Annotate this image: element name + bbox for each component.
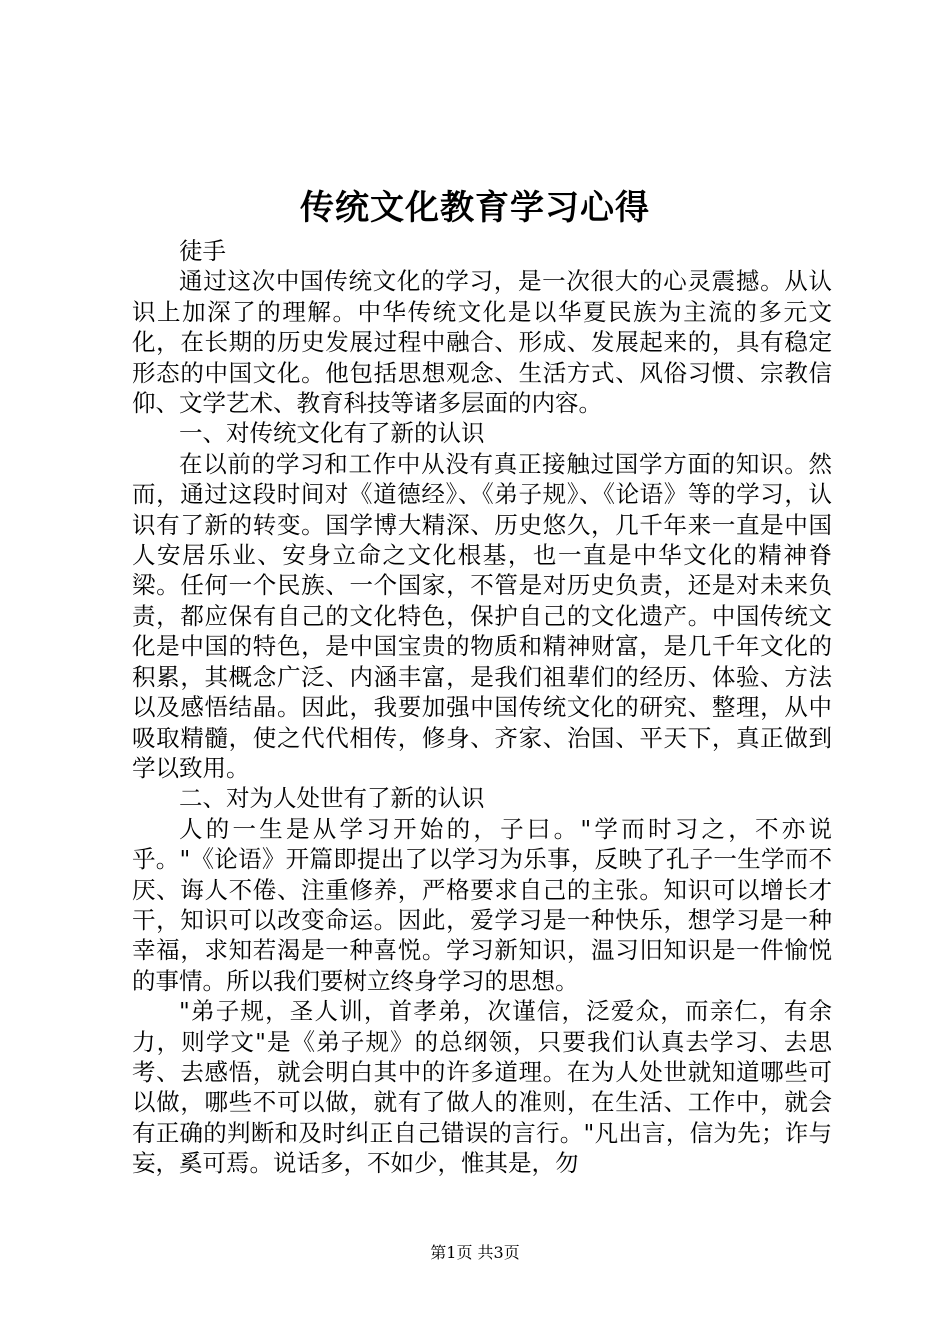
paragraph-intro: 通过这次中国传统文化的学习，是一次很大的心灵震撼。从认识上加深了的理解。中华传统文化是以华夏民族为主流的多元文化，在长期的历史发展过程中融合、形成、发展起来的，具有稳定形态的中国文化。他包括思想观念、生活方式、风俗习惯、宗教信仰、文学艺术、教育科技等诸多层面的内容。 (132, 267, 832, 418)
paragraph-section-2a: 人的一生是从学习开始的，子曰。"学而时习之，不亦说乎。"《论语》开篇即提出了以学习为乐事，反映了孔子一生学而不厌、诲人不倦、注重修养，严格要求自己的主张。知识可以增长才干，知识可以改变命运。因此，爱学习是一种快乐，想学习是一种幸福，求知若渴是一种喜悦。学习新知识，温习旧知识是一件愉悦的事情。所以我们要树立终身学习的思想。 (132, 814, 832, 995)
page-footer: 第1页 共3页 (430, 1243, 520, 1262)
section-heading-2: 二、对为人处世有了新的认识 (179, 784, 485, 813)
section-heading-1: 一、对传统文化有了新的认识 (179, 419, 485, 448)
document-body (132, 236, 832, 1179)
paragraph-section-1: 在以前的学习和工作中从没有真正接触过国学方面的知识。然而，通过这段时间对《道德经》、《弟子规》、《论语》等的学习，认识有了新的转变。国学博大精深、历史悠久，几千年来一直是中国人安居乐业、安身立命之文化根基，也一直是中华文化的精神脊梁。任何一个民族、一个国家，不管是对历史负责，还是对未来负责，都应保有自己的文化特色，保护自己的文化遗产。中国传统文化是中国的特色，是中国宝贵的物质和精神财富，是几千年文化的积累，其概念广泛、内涵丰富，是我们祖辈们的经历、体验、方法以及感悟结晶。因此，我要加强中国传统文化的研究、整理，从中吸取精髓，使之代代相传，修身、齐家、治国、平天下，真正做到学以致用。 (132, 449, 832, 782)
document-title: 传统文化教育学习心得 (300, 188, 650, 228)
paragraph-section-2b: "弟子规，圣人训，首孝弟，次谨信，泛爱众，而亲仁，有余力，则学文"是《弟子规》的总纲领，只要我们认真去学习、去思考、去感悟，就会明白其中的许多道理。在为人处世就知道哪些可以做，哪些不可以做，就有了做人的准则，在生活、工作中，就会有正确的判断和及时纠正自己错误的言行。"凡出言，信为先；诈与妄，奚可焉。说话多，不如少，惟其是，勿 (132, 997, 832, 1178)
author-line: 徒手 (179, 237, 226, 265)
